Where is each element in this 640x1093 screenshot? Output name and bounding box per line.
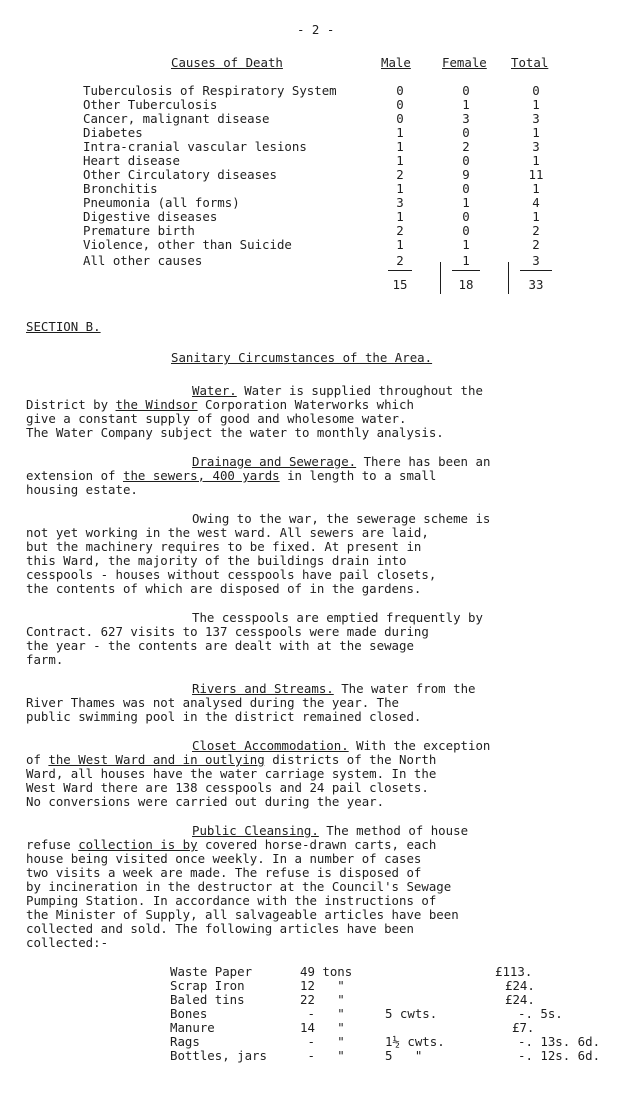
- female-value: 1: [462, 97, 470, 112]
- drainage-line-underlined: the sewers, 400 yards: [122, 468, 280, 483]
- closet-line: of: [26, 752, 49, 767]
- salvage-amount: £7.: [512, 1020, 535, 1035]
- female-value: 0: [462, 209, 470, 224]
- closet-heading: Closet Accommodation.: [192, 738, 349, 753]
- closet-line-underlined: the West Ward and in outlying: [48, 752, 265, 767]
- female-value: 9: [462, 167, 470, 182]
- female-value: 0: [462, 223, 470, 238]
- water-heading: Water.: [192, 383, 237, 398]
- cause-label: Intra-cranial vascular lesions: [83, 139, 307, 154]
- male-value: 1: [396, 209, 404, 224]
- male-value: 0: [396, 83, 404, 98]
- sewerage-line: cesspools - houses without cesspools have pail closets,: [26, 567, 437, 582]
- total-value: 1: [532, 209, 540, 224]
- salvage-amount: -. 12s. 6d.: [518, 1048, 601, 1063]
- cleansing-line: The method of house: [318, 823, 469, 838]
- cesspools-line: Contract. 627 visits to 137 cesspools were made during: [26, 624, 429, 639]
- cause-label: Digestive diseases: [83, 209, 218, 224]
- cleansing-line: collected:-: [26, 935, 109, 950]
- female-value: 1: [462, 195, 470, 210]
- cleansing-line: refuse: [26, 837, 79, 852]
- salvage-item: Manure: [170, 1020, 215, 1035]
- male-value: 1: [396, 237, 404, 252]
- salvage-item: Scrap Iron: [170, 978, 245, 993]
- cause-label: Other Tuberculosis: [83, 97, 218, 112]
- male-value: 1: [396, 153, 404, 168]
- female-value: 0: [462, 153, 470, 168]
- drainage-line: extension of: [26, 468, 123, 483]
- cesspools-line: farm.: [26, 652, 64, 667]
- male-value: 0: [396, 111, 404, 126]
- cesspools-line: The cesspools are emptied frequently by: [192, 610, 483, 625]
- total-value: 1: [532, 153, 540, 168]
- section-subheading: Sanitary Circumstances of the Area.: [171, 350, 433, 365]
- salvage-tons: - ": [300, 1048, 345, 1063]
- total-value: 3: [532, 139, 540, 154]
- total-value: 2: [532, 223, 540, 238]
- salvage-cwts: 1½ cwts.: [385, 1034, 445, 1049]
- salvage-item: Bones: [170, 1006, 208, 1021]
- water-line: Corporation Waterworks which: [197, 397, 414, 412]
- cleansing-line: the Minister of Supply, all salvageable articles have been: [26, 907, 459, 922]
- total-all: 33: [528, 277, 544, 292]
- rivers-line: The water from the: [333, 681, 476, 696]
- water-line: give a constant supply of good and wholesome water.: [26, 411, 407, 426]
- cause-label: Premature birth: [83, 223, 195, 238]
- cause-label: Diabetes: [83, 125, 143, 140]
- cleansing-heading: Public Cleansing.: [192, 823, 319, 838]
- salvage-item: Bottles, jars: [170, 1048, 267, 1063]
- cleansing-line-underlined: collection is by: [78, 837, 198, 852]
- male-value: 0: [396, 97, 404, 112]
- salvage-tons: - ": [300, 1006, 345, 1021]
- sewerage-line: the contents of which are disposed of in the gardens.: [26, 581, 422, 596]
- drainage-heading: Drainage and Sewerage.: [192, 454, 357, 469]
- total-value: 1: [532, 97, 540, 112]
- male-value: 1: [396, 125, 404, 140]
- salvage-amount: £24.: [505, 992, 535, 1007]
- salvage-tons: - ": [300, 1034, 345, 1049]
- salvage-amount: £113.: [495, 964, 533, 979]
- salvage-item: Waste Paper: [170, 964, 253, 979]
- total-male: 15: [392, 277, 408, 292]
- column-divider-right: [508, 262, 509, 294]
- salvage-cwts: 5 ": [385, 1048, 423, 1063]
- salvage-tons: 22 ": [300, 992, 345, 1007]
- rivers-line: River Thames was not analysed during the year. The: [26, 695, 399, 710]
- cleansing-line: collected and sold. The following articles have been: [26, 921, 414, 936]
- header-female: Female: [442, 55, 487, 70]
- salvage-item: Rags: [170, 1034, 200, 1049]
- salvage-amount: £24.: [505, 978, 535, 993]
- drainage-line: There has been an: [356, 454, 491, 469]
- water-line: The Water Company subject the water to monthly analysis.: [26, 425, 444, 440]
- cause-label: Pneumonia (all forms): [83, 195, 240, 210]
- column-divider-left: [440, 262, 441, 294]
- female-value: 1: [462, 237, 470, 252]
- male-value: 3: [396, 195, 404, 210]
- male-value: 1: [396, 139, 404, 154]
- total-value: 1: [532, 181, 540, 196]
- cause-label: Heart disease: [83, 153, 180, 168]
- cause-label: All other causes: [83, 253, 203, 268]
- salvage-cwts: 5 cwts.: [385, 1006, 438, 1021]
- salvage-amount: -. 5s.: [518, 1006, 563, 1021]
- male-value: 1: [396, 181, 404, 196]
- water-line-underlined: the Windsor: [115, 397, 198, 412]
- sewerage-line: but the machinery requires to be fixed. At present in: [26, 539, 422, 554]
- section-heading: SECTION B.: [26, 319, 101, 334]
- drainage-line: in length to a small: [279, 468, 437, 483]
- sum-rule-female: [452, 270, 480, 271]
- female-value: 2: [462, 139, 470, 154]
- male-value: 2: [396, 253, 404, 268]
- rivers-line: public swimming pool in the district remained closed.: [26, 709, 422, 724]
- closet-line: With the exception: [348, 738, 491, 753]
- female-value: 3: [462, 111, 470, 126]
- total-female: 18: [458, 277, 474, 292]
- sewerage-line: not yet working in the west ward. All sewers are laid,: [26, 525, 429, 540]
- total-value: 4: [532, 195, 540, 210]
- cause-label: Tuberculosis of Respiratory System: [83, 83, 337, 98]
- cesspools-line: the year - the contents are dealt with at the sewage: [26, 638, 414, 653]
- cleansing-line: by incineration in the destructor at the Council's Sewage: [26, 879, 452, 894]
- total-value: 11: [528, 167, 544, 182]
- cleansing-line: Pumping Station. In accordance with the instructions of: [26, 893, 437, 908]
- header-total: Total: [511, 55, 549, 70]
- salvage-tons: 14 ": [300, 1020, 345, 1035]
- page-number: - 2 -: [297, 22, 335, 37]
- salvage-tons: 12 ": [300, 978, 345, 993]
- cause-label: Bronchitis: [83, 181, 158, 196]
- total-value: 0: [532, 83, 540, 98]
- sum-rule-total: [520, 270, 552, 271]
- closet-line: Ward, all houses have the water carriage system. In the: [26, 766, 437, 781]
- cleansing-line: covered horse-drawn carts, each: [197, 837, 437, 852]
- closet-line: No conversions were carried out during the year.: [26, 794, 385, 809]
- cleansing-line: two visits a week are made. The refuse is disposed of: [26, 865, 422, 880]
- male-value: 2: [396, 167, 404, 182]
- water-line: Water is supplied throughout the: [236, 383, 483, 398]
- total-value: 1: [532, 125, 540, 140]
- cause-label: Other Circulatory diseases: [83, 167, 277, 182]
- cause-label: Violence, other than Suicide: [83, 237, 292, 252]
- sewerage-line: Owing to the war, the sewerage scheme is: [192, 511, 491, 526]
- female-value: 0: [462, 181, 470, 196]
- female-value: 1: [462, 253, 470, 268]
- salvage-tons: 49 tons: [300, 964, 353, 979]
- salvage-item: Baled tins: [170, 992, 245, 1007]
- water-line: District by: [26, 397, 116, 412]
- cleansing-line: house being visited once weekly. In a number of cases: [26, 851, 422, 866]
- salvage-amount: -. 13s. 6d.: [518, 1034, 601, 1049]
- closet-line: West Ward there are 138 cesspools and 24 pail closets.: [26, 780, 429, 795]
- sum-rule-male: [388, 270, 412, 271]
- header-causes: Causes of Death: [171, 55, 283, 70]
- drainage-line: housing estate.: [26, 482, 138, 497]
- female-value: 0: [462, 83, 470, 98]
- total-value: 3: [532, 253, 540, 268]
- closet-line: districts of the North: [264, 752, 437, 767]
- total-value: 3: [532, 111, 540, 126]
- total-value: 2: [532, 237, 540, 252]
- sewerage-line: this Ward, the majority of the buildings drain into: [26, 553, 407, 568]
- cause-label: Cancer, malignant disease: [83, 111, 270, 126]
- header-male: Male: [381, 55, 411, 70]
- rivers-heading: Rivers and Streams.: [192, 681, 334, 696]
- female-value: 0: [462, 125, 470, 140]
- male-value: 2: [396, 223, 404, 238]
